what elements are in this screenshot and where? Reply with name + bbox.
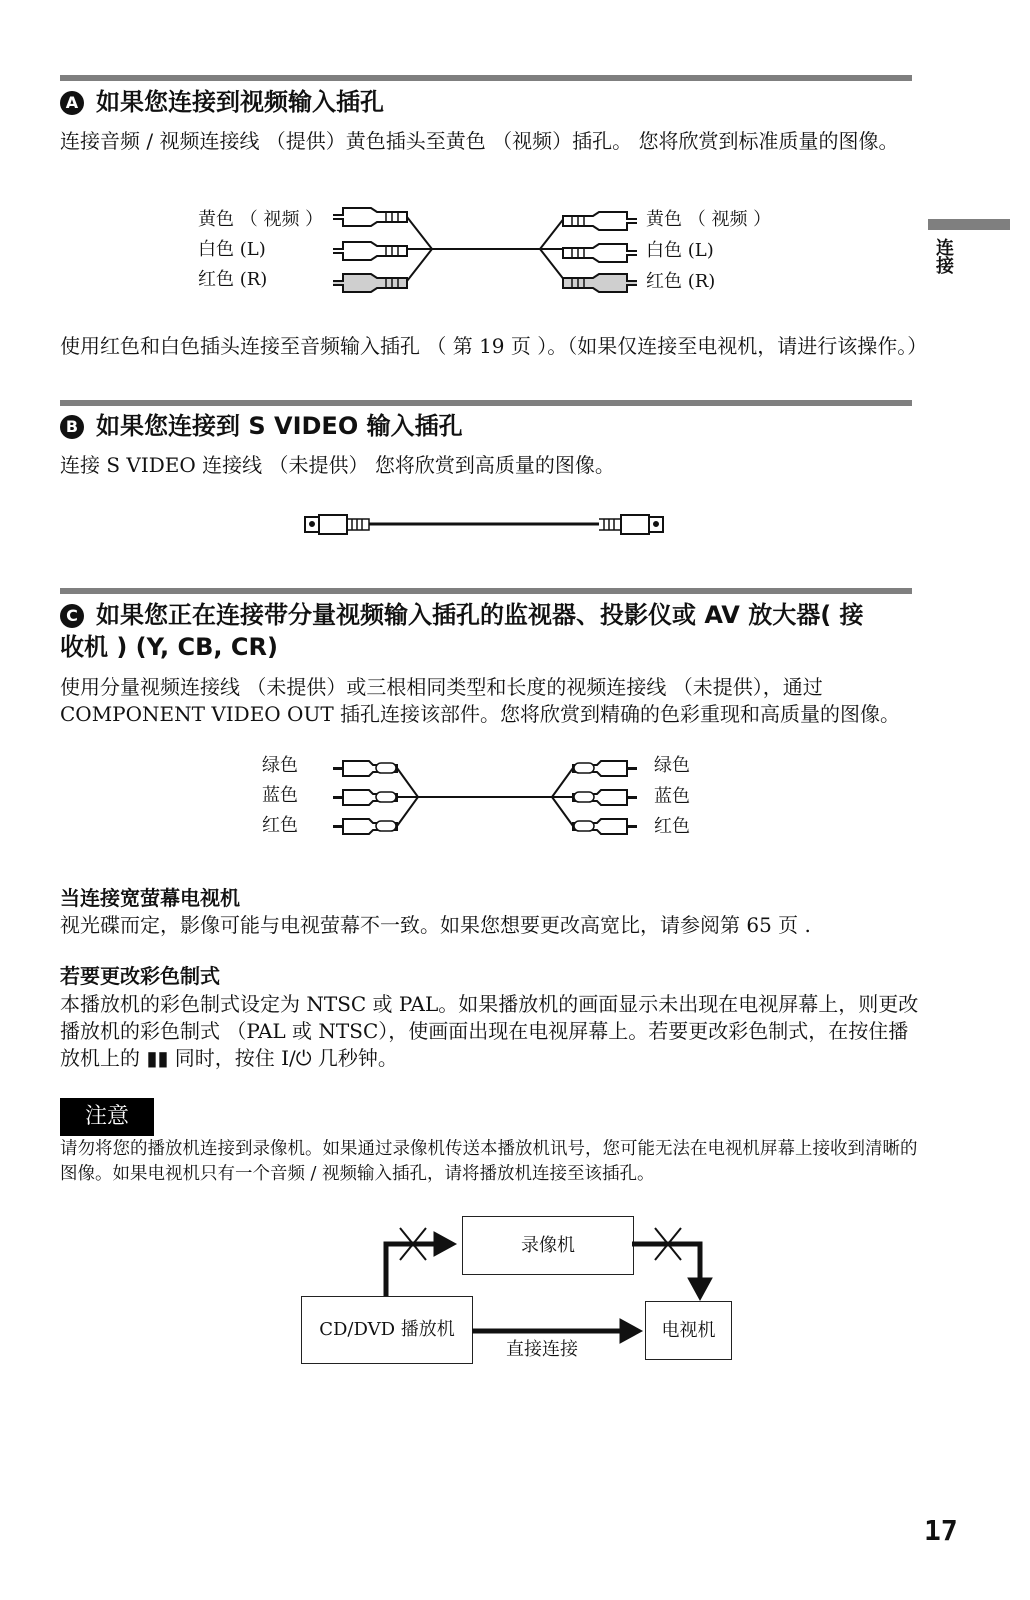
section-c-badge: C [60,604,84,628]
component-cable-diagram [333,761,637,834]
comp-left-plug-blue [333,790,397,805]
a-right-label-yellow: 黄色 （ 视频 ） [646,209,772,230]
av-right-plug-white [563,244,637,262]
color-system-heading: 若要更改彩色制式 [60,964,220,988]
svideo-left-plug [305,515,369,534]
vcr-to-tv-line [632,1244,700,1280]
note-body: 请勿将您的播放机连接到录像机。如果通过录像机传送本播放机讯号，您可能无法在电视机屏幕上接收到清晰的图像。如果电视机只有一个音频 / 视频输入插孔，请将播放机连接至该插孔。 [60,1139,918,1184]
c-left-label-blue: 蓝色 [262,785,298,806]
section-a-badge: A [60,91,84,115]
svideo-right-plug [599,515,663,534]
section-b-body: 连接 S VIDEO 连接线 （未提供） 您将欣赏到高质量的图像。 [60,453,615,477]
av-left-plug-yellow [333,208,407,226]
av-right-plug-red [563,274,637,292]
direct-arrowhead [620,1319,642,1343]
a-right-label-white: 白色 (L) [646,240,714,261]
c-right-label-green: 绿色 [654,755,690,776]
comp-left-plug-red [333,819,397,834]
a-left-label-yellow: 黄色 （ 视频 ） [198,209,324,230]
page-number: 17 [924,1514,958,1547]
note-label: 注意 [60,1098,154,1136]
direct-connection-label: 直接连接 [506,1339,578,1360]
widescreen-body: 视光碟而定，影像可能与电视萤幕不一致。如果您想要更改高宽比，请参阅第 65 页 . [60,913,811,937]
side-tab-label: 连接 [933,238,954,274]
section-a-body: 连接音频 / 视频连接线 （提供）黄色插头至黄色 （视频）插孔。 您将欣赏到标准质量的图像。 [60,129,899,153]
comp-left-plug-green [333,761,397,776]
section-b-badge: B [60,415,84,439]
comp-right-plug-green [573,761,637,776]
section-a-title: 如果您连接到视频输入插孔 [96,88,384,116]
widescreen-heading: 当连接宽萤幕电视机 [60,886,240,910]
c-left-label-green: 绿色 [262,755,298,776]
player-label: CD/DVD 播放机 [319,1319,455,1340]
a-left-label-white: 白色 (L) [198,239,266,260]
section-a-after-text: 使用红色和白色插头连接至音频输入插孔 （ 第 19 页 ）。（如果仅连接至电视机，请进行该操作。） [60,334,928,358]
comp-right-plug-blue [573,790,637,805]
vcr-to-tv-arrowhead [688,1278,712,1300]
av-left-plug-red [333,274,407,292]
av-cable-diagram [333,208,637,292]
section-c-body: 使用分量视频连接线 （未提供）或三根相同类型和长度的视频连接线 （未提供），通过 COMPONENT VIDEO OUT 插孔连接该部件。您将欣赏到精确的色彩重现和高质量的图像。 [60,675,901,726]
component-cable-wire [397,768,573,826]
av-right-plug-yellow [563,212,637,230]
section-c-title-line2: 收机 ) (Y, CB, CR) [60,633,278,661]
a-right-label-red: 红色 (R) [646,271,716,292]
section-c-title-line1: 如果您正在连接带分量视频输入插孔的监视器、投影仪或 AV 放大器( 接 [96,601,864,629]
c-right-label-blue: 蓝色 [654,786,690,807]
vcr-label: 录像机 [521,1235,575,1256]
connection-diagram-arrows [386,1228,712,1343]
tv-label: 电视机 [661,1320,716,1341]
a-left-label-red: 红色 (R) [198,269,268,290]
player-to-vcr-line [386,1244,436,1296]
comp-right-plug-red [573,819,637,834]
av-cable-wire [407,217,565,281]
c-left-label-red: 红色 [262,815,298,836]
color-system-body: 本播放机的彩色制式设定为 NTSC 或 PAL。如果播放机的画面显示未出现在电视屏幕上，则更改播放机的彩色制式 （PAL 或 NTSC），使画面出现在电视屏幕上。若要更改彩色制式，在按住播放机上的 ▮▮ 同时，按住 I/⏻ 几秒钟。 [60,992,919,1070]
section-b-title: 如果您连接到 S VIDEO 输入插孔 [96,412,463,440]
svideo-cable-diagram [305,515,663,534]
c-right-label-red: 红色 [654,816,690,837]
player-to-vcr-arrowhead [434,1232,456,1256]
av-left-plug-white [333,242,407,260]
